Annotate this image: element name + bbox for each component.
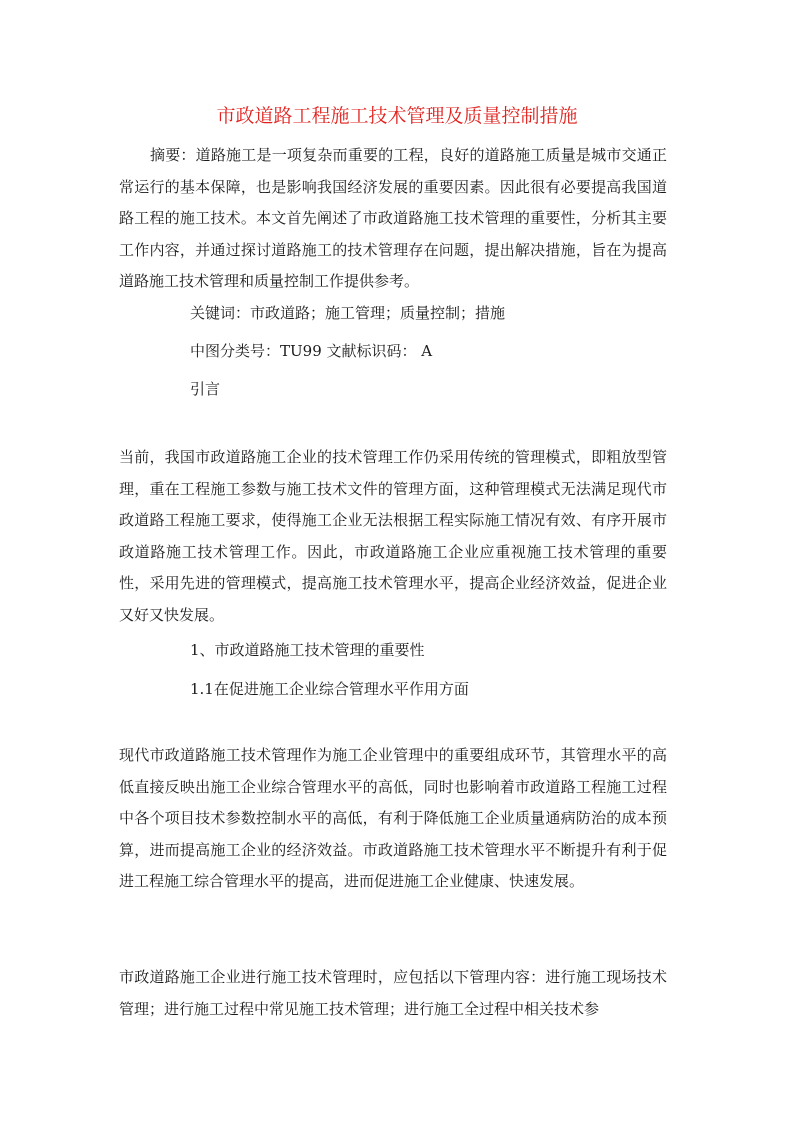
keywords-line: 关键词：市政道路；施工管理；质量控制；措施 [190,304,506,322]
abstract-paragraph: 摘要：道路施工是一项复杂而重要的工程，良好的道路施工质量是城市交通正常运行的基本保障，也是影响我国经济发展的重要因素。因此很有必要提高我国道路工程的施工技术。本文首先阐述了市政道路施工技术管理的重要性，分析其主要工作内容，并通过探讨道路施工的技术管理存在问题，提出解决措施，旨在为提高道路施工技术管理和质量控制工作提供参考。 [119,146,667,290]
subsection-heading: 1.1在促进施工企业综合管理水平作用方面 [190,680,469,698]
intro-heading: 引言 [190,380,221,398]
document-title: 市政道路工程施工技术管理及质量控制措施 [216,105,578,127]
body-paragraph-continued: 市政道路施工企业进行施工技术管理时，应包括以下管理内容：进行施工现场技术管理；进行施工过程中常见施工技术管理；进行施工全过程中相关技术参 [119,968,667,1018]
section-heading: 1、市政道路施工技术管理的重要性 [190,641,425,659]
body-paragraph: 现代市政道路施工技术管理作为施工企业管理中的重要组成环节，其管理水平的高低直接反映出施工企业综合管理水平的高低，同时也影响着市政道路工程施工过程中各个项目技术参数控制水平的高低，有利于降低施工企业质量通病防治的成本预算，进而提高施工企业的经济效益。市政道路施工技术管理水平不断提升有利于促进工程施工综合管理水平的提高，进而促进施工企业健康、快速发展。 [119,746,667,890]
classification-line: 中图分类号：TU99 文献标识码： A [190,342,433,360]
intro-paragraph: 当前，我国市政道路施工企业的技术管理工作仍采用传统的管理模式，即粗放型管理，重在工程施工参数与施工技术文件的管理方面，这种管理模式无法满足现代市政道路工程施工要求，使得施工企业无法根据工程实际施工情况有效、有序开展市政道路施工技术管理工作。因此，市政道路施工企业应重视施工技术管理的重要性，采用先进的管理模式，提高施工技术管理水平，提高企业经济效益，促进企业又好又快发展。 [119,448,667,624]
